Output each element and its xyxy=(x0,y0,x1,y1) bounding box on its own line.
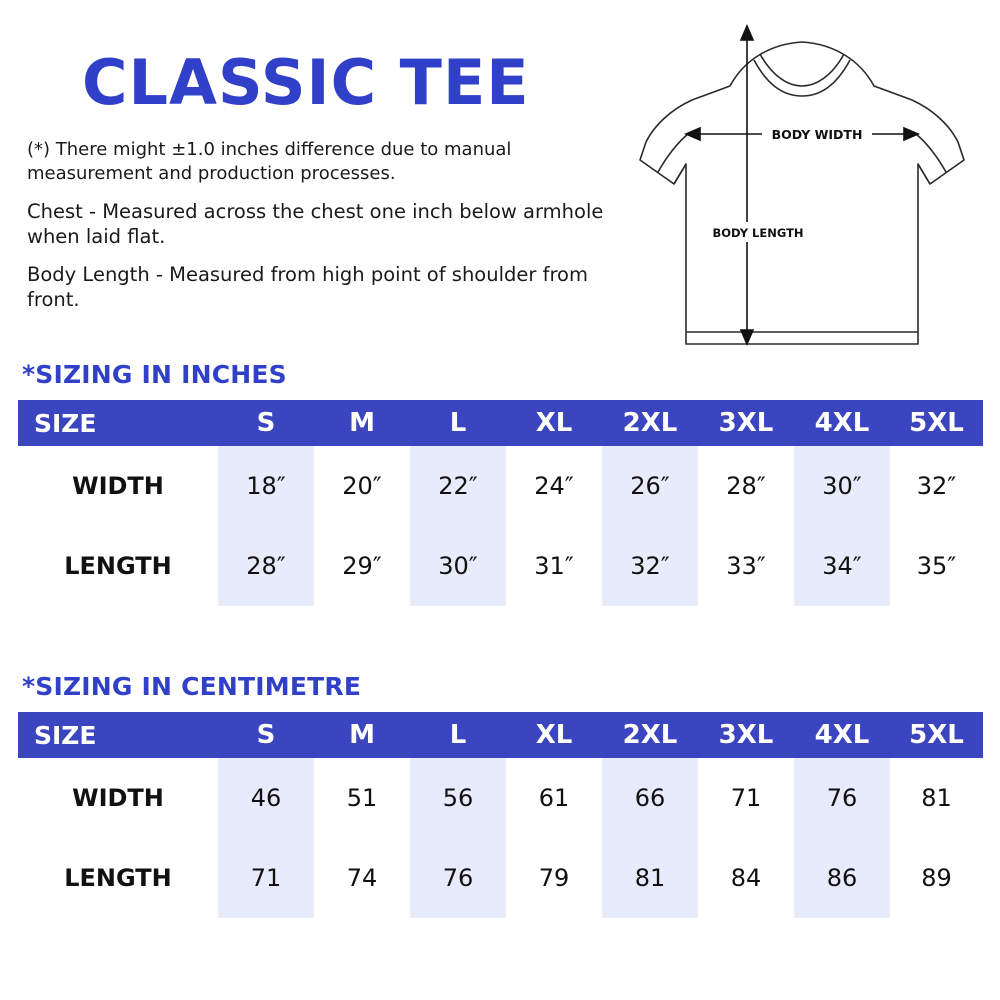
body-length-label: BODY LENGTH xyxy=(712,226,804,240)
cell-length-l: 30″ xyxy=(410,526,506,606)
col-header-l: L xyxy=(410,400,506,446)
col-header-2xl: 2XL xyxy=(602,400,698,446)
table-header-row xyxy=(18,712,983,758)
cell-length-m: 29″ xyxy=(342,552,382,580)
measurement-notes xyxy=(27,138,642,325)
cell-width-4xl-cm: 76 xyxy=(794,758,890,838)
col-header-3xl-cm: 3XL xyxy=(698,712,794,758)
cell-width-l-cm: 56 xyxy=(410,758,506,838)
row-label-length: LENGTH xyxy=(64,552,172,580)
col-header-l-cm: L xyxy=(410,712,506,758)
col-header-xl: XL xyxy=(506,400,602,446)
cell-width-m-cm: 51 xyxy=(346,784,378,812)
col-header-m: M xyxy=(314,400,410,446)
col-header-size: SIZE xyxy=(18,400,218,446)
col-header-4xl-cm: 4XL xyxy=(794,712,890,758)
cell-length-5xl: 35″ xyxy=(916,552,957,580)
cell-width-3xl-cm: 71 xyxy=(730,784,762,812)
cell-width-xl-cm: 61 xyxy=(538,784,570,812)
cell-width-s-cm: 46 xyxy=(218,758,314,838)
cell-length-4xl-cm: 86 xyxy=(794,838,890,918)
cell-width-xl: 24″ xyxy=(534,472,574,500)
size-table-inches xyxy=(18,400,983,606)
row-label-width: WIDTH xyxy=(72,472,164,500)
cell-width-4xl: 30″ xyxy=(794,446,890,526)
cell-width-l: 22″ xyxy=(410,446,506,526)
row-label-width-cm: WIDTH xyxy=(72,784,164,812)
cell-length-2xl: 32″ xyxy=(602,526,698,606)
cell-width-5xl-cm: 81 xyxy=(921,784,952,812)
section-heading-inches: *SIZING IN INCHES xyxy=(22,360,287,389)
page-title: CLASSIC TEE xyxy=(82,46,530,119)
note-chest: Chest - Measured across the chest one inch below armhole when laid flat. xyxy=(27,200,604,248)
cell-length-l-cm: 76 xyxy=(410,838,506,918)
col-header-5xl-cm: 5XL xyxy=(890,712,983,758)
cell-length-m-cm: 74 xyxy=(346,864,378,892)
cell-length-2xl-cm: 81 xyxy=(602,838,698,918)
cell-length-5xl-cm: 89 xyxy=(921,864,952,892)
col-header-m-cm: M xyxy=(314,712,410,758)
cell-length-s-cm: 71 xyxy=(218,838,314,918)
cell-width-3xl: 28″ xyxy=(726,472,766,500)
col-header-4xl: 4XL xyxy=(794,400,890,446)
cell-width-5xl: 32″ xyxy=(916,472,957,500)
cell-width-m: 20″ xyxy=(342,472,382,500)
tshirt-diagram-icon xyxy=(612,14,992,374)
cell-length-4xl: 34″ xyxy=(794,526,890,606)
col-header-2xl-cm: 2XL xyxy=(602,712,698,758)
note-disclaimer: (*) There might ±1.0 inches difference due to manual measurement and production processes. xyxy=(27,139,512,184)
table-row xyxy=(18,838,983,918)
cell-length-xl: 31″ xyxy=(534,552,574,580)
section-heading-centimetre: *SIZING IN CENTIMETRE xyxy=(22,672,362,701)
note-body-length: Body Length - Measured from high point of shoulder from front. xyxy=(27,263,588,311)
cell-length-3xl: 33″ xyxy=(726,552,766,580)
col-header-size-cm: SIZE xyxy=(18,712,218,758)
table-row xyxy=(18,526,983,606)
cell-length-s: 28″ xyxy=(218,526,314,606)
cell-width-s: 18″ xyxy=(218,446,314,526)
body-width-label: BODY WIDTH xyxy=(771,127,863,142)
row-label-length-cm: LENGTH xyxy=(64,864,172,892)
table-header-row xyxy=(18,400,983,446)
col-header-s-cm: S xyxy=(218,712,314,758)
col-header-s: S xyxy=(218,400,314,446)
col-header-5xl: 5XL xyxy=(890,400,983,446)
cell-width-2xl: 26″ xyxy=(602,446,698,526)
table-row xyxy=(18,446,983,526)
table-row xyxy=(18,758,983,838)
col-header-3xl: 3XL xyxy=(698,400,794,446)
cell-width-2xl-cm: 66 xyxy=(602,758,698,838)
col-header-xl-cm: XL xyxy=(506,712,602,758)
cell-length-3xl-cm: 84 xyxy=(730,864,762,892)
size-table-centimetre xyxy=(18,712,983,918)
cell-length-xl-cm: 79 xyxy=(538,864,570,892)
